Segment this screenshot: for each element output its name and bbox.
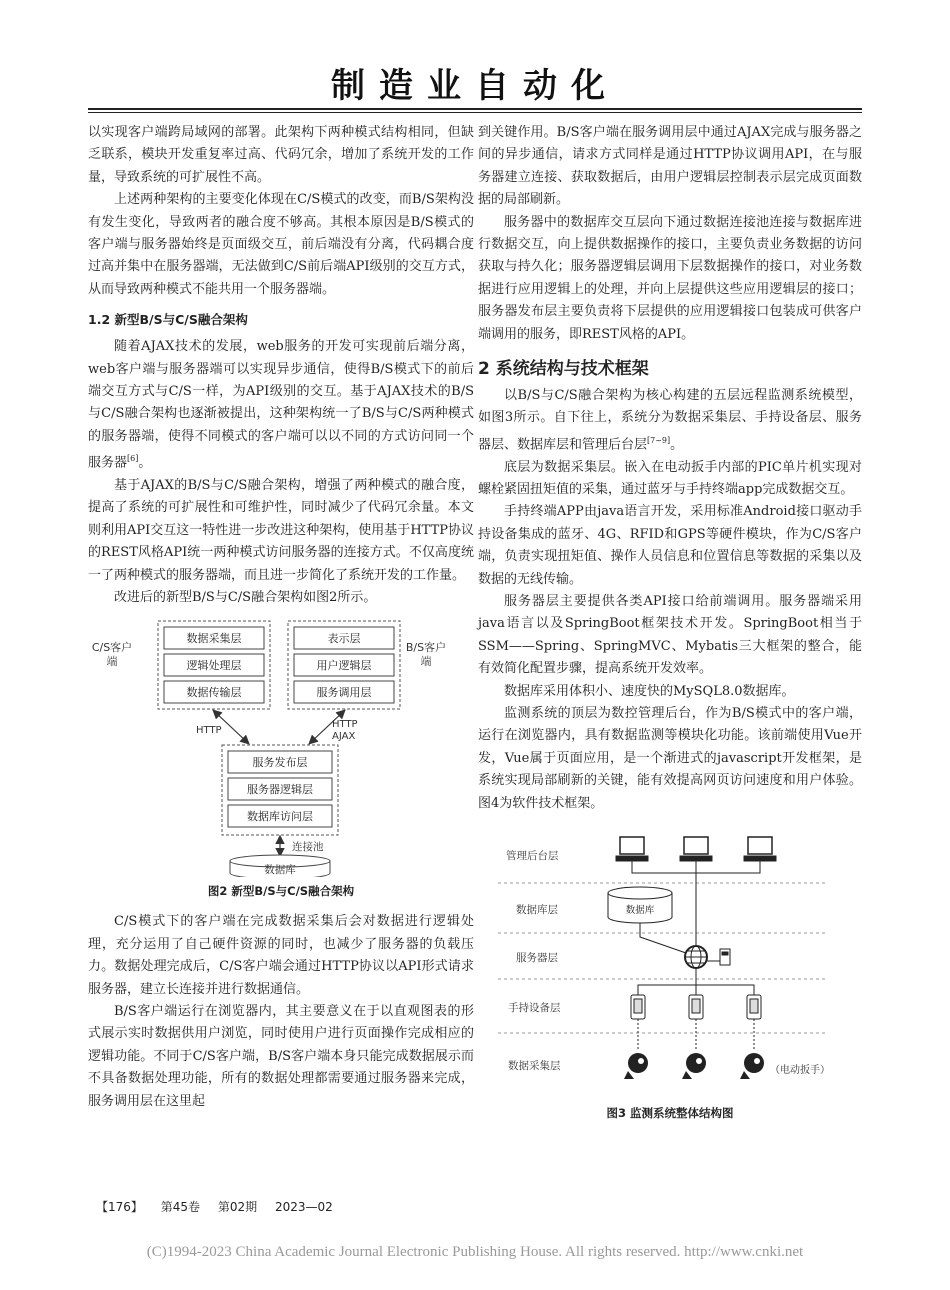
header-rule [88,108,862,110]
subsection-heading: 1.2 新型B/S与C/S融合架构 [88,312,248,328]
database-label: 数据库 [625,905,655,917]
computer-icon [680,837,712,861]
paragraph: 底层为数据采集层。嵌入在电动扳手内部的PIC单片机实现对螺栓紧固扭矩值的采集，通过蓝牙与手持终端app完成数据交互。 [478,459,862,498]
ajax-label-right: AJAX [332,731,356,743]
svg-text:用户逻辑层: 用户逻辑层 [316,659,372,673]
pool-label: 连接池 [292,841,324,854]
paragraph: 随着AJAX技术的发展，web服务的开发可实现前后端分离，web客户端与服务器端可以实现异步通信，使得B/S模式下的前后端交互方式与C/S一样，为API级别的交互。基于AJAX技术的B/S与C/S融合架构也逐渐被提出，这种架构统一了B/S与C/S两种模式的服务器端，使得不同模式的客户端可以以不同的方式访问同一个服务器[6]。 [88,339,474,471]
server-icon [720,949,730,965]
phone-icon [689,995,703,1019]
layer-label-admin: 管理后台层 [506,850,559,863]
volume: 第45卷 [160,1200,201,1214]
paragraph: 手持终端APP由java语言开发，采用标准Android接口驱动手持设备集成的蓝牙、4G、RFID和GPS等硬件模块，作为C/S客户端，负责实现扭矩值、操作人员信息和位置信息等数据的采集以及数据的无线传输。 [478,504,862,587]
paragraph: 监测系统的顶层为数控管理后台，作为B/S模式中的客户端，运行在浏览器内，具有数据监测等模块化功能。该前端使用Vue开发，Vue属于页面应用，是一个渐进式的javascript开发框架，是系统实现局部刷新的关键，能有效提高网页访问速度和用户体验。图4为软件技术框架。 [478,706,862,811]
svg-text:数据采集层: 数据采集层 [186,632,242,646]
section-heading: 2 系统结构与技术框架 [478,359,649,380]
paragraph: 以实现客户端跨局域网的部署。此架构下两种模式结构相同，但缺乏联系，模块开发重复率过高、代码冗余，增加了系统开发的工作量，导致系统的可扩展性不高。 [88,125,474,185]
citation: [6] [127,454,139,464]
layer-label-handheld: 手持设备层 [508,1002,561,1015]
svg-text:服务调用层: 服务调用层 [316,686,372,700]
journal-title: 制造业自动化 [331,66,619,106]
paragraph: 服务器层主要提供各类API接口给前端调用。服务器端采用java语言以及SpringBoot框架技术开发。SpringBoot相当于SSM——Spring、SpringMVC、Mybatis三大框架的整合，能有效简化配置步骤，提高系统开发效率。 [478,594,862,677]
bs-client-label: 端 [420,655,432,669]
copyright-notice: (C)1994-2023 China Academic Journal Electronic Publishing House. All rights reserved. http://www.cnki.net [146,1244,804,1260]
left-column [88,122,474,1113]
paragraph: 数据库采用体积小、速度快的MySQL8.0数据库。 [504,683,795,699]
svg-text:表示层: 表示层 [327,632,361,646]
paragraph: B/S客户端运行在浏览器内，其主要意义在于以直观图表的形式展示实时数据供用户浏览，同时使用户进行页面操作完成相应的逻辑功能。不同于C/S客户端，B/S客户端本身只能完成数据展示而不具备数据处理功能，所有的数据处理都需要通过服务器来完成，服务调用层在这里起 [88,1004,474,1109]
phone-icon [747,995,761,1019]
computer-icon [616,837,648,861]
page-number: 【176】 [96,1200,143,1214]
http-label-right: HTTP [332,719,358,731]
right-column [478,122,862,1121]
figure-3-caption: 图3 监测系统整体结构图 [606,1106,734,1121]
header-rule-thin [88,112,862,113]
paragraph: 服务器中的数据库交互层向下通过数据连接池连接与数据库进行数据交互，向上提供数据操作的接口，主要负责业务数据的访问获取与持久化；服务器逻辑层调用下层数据操作的接口，对业务数据进行应用逻辑上的处理，并向上层提供这些应用逻辑层的接口；服务器发布层主要负责将下层提供的应用逻辑接口包装成可供客户端调用的服务，即REST风格的API。 [478,214,862,342]
cs-client-label: C/S客户 [91,641,133,655]
svg-text:数据传输层: 数据传输层 [186,686,242,700]
wrench-icon [682,1053,706,1079]
figure-2-caption: 图2 新型B/S与C/S融合架构 [207,884,355,899]
globe-icon [685,946,707,968]
layer-label-collect: 数据采集层 [508,1060,561,1073]
figure-2-diagram [88,615,474,877]
paragraph: 以B/S与C/S融合架构为核心构建的五层远程监测系统模型，如图3所示。自下往上，系统分为数据采集层、手持设备层、服务器层、数据库层和管理后台层[7~9]。 [478,388,862,453]
figure-3-diagram [478,823,862,1101]
page-footer [96,1198,347,1215]
svg-text:逻辑处理层: 逻辑处理层 [186,659,242,673]
paragraph: 上述两种架构的主要变化体现在C/S模式的改变，而B/S架构没有发生变化，导致两者的融合度不够高。其根本原因是B/S模式的客户端与服务器始终是页面级交互，前后端没有分离，代码耦合度过高并集中在服务器端，无法做到C/S前后端API级别的交互方式，从而导致两种模式不能共用一个服务器端。 [88,192,474,297]
layer-label-db: 数据库层 [516,904,558,917]
computer-icon [744,837,776,861]
wrench-icon [740,1053,764,1079]
svg-text:数据库访问层: 数据库访问层 [247,810,313,824]
issue: 第02期 [217,1200,258,1214]
paragraph: 改进后的新型B/S与C/S融合架构如图2所示。 [114,590,377,606]
svg-text:服务器逻辑层: 服务器逻辑层 [247,783,313,797]
layer-label-server: 服务器层 [516,952,558,965]
paragraph: 基于AJAX的B/S与C/S融合架构，增强了两种模式的融合度，提高了系统的可扩展性和可维护性，同时减少了代码冗余量。本文则利用API交互这一特性进一步改进这种架构，使用基于HTTP协议的REST风格API统一两种模式访问服务器的连接方式。不仅高度统一了两种模式的服务器端，而且进一步简化了系统开发的工作量。 [88,478,474,583]
database-label: 数据库 [264,864,296,877]
http-label-left: HTTP [196,725,222,737]
phone-icon [631,995,645,1019]
wrench-label: （电动扳手） [770,1065,830,1077]
cs-client-label: 端 [106,655,118,669]
bs-client-label: B/S客户 [405,641,447,655]
citation: [7~9] [647,435,671,445]
wrench-icon [624,1053,648,1079]
issue-date: 2023—02 [274,1200,333,1214]
paragraph: C/S模式下的客户端在完成数据采集后会对数据进行逻辑处理，充分运用了自己硬件资源的同时，也减少了服务器的负载压力。数据处理完成后，C/S客户端会通过HTTP协议以API形式请求服务器，建立长连接并进行数据通信。 [88,914,474,997]
paragraph: 到关键作用。B/S客户端在服务调用层中通过AJAX完成与服务器之间的异步通信，请求方式同样是通过HTTP协议调用API，在与服务器建立连接、获取数据后，由用户逻辑层控制表示层完成页面数据的局部刷新。 [478,125,862,208]
svg-text:服务发布层: 服务发布层 [252,756,308,770]
